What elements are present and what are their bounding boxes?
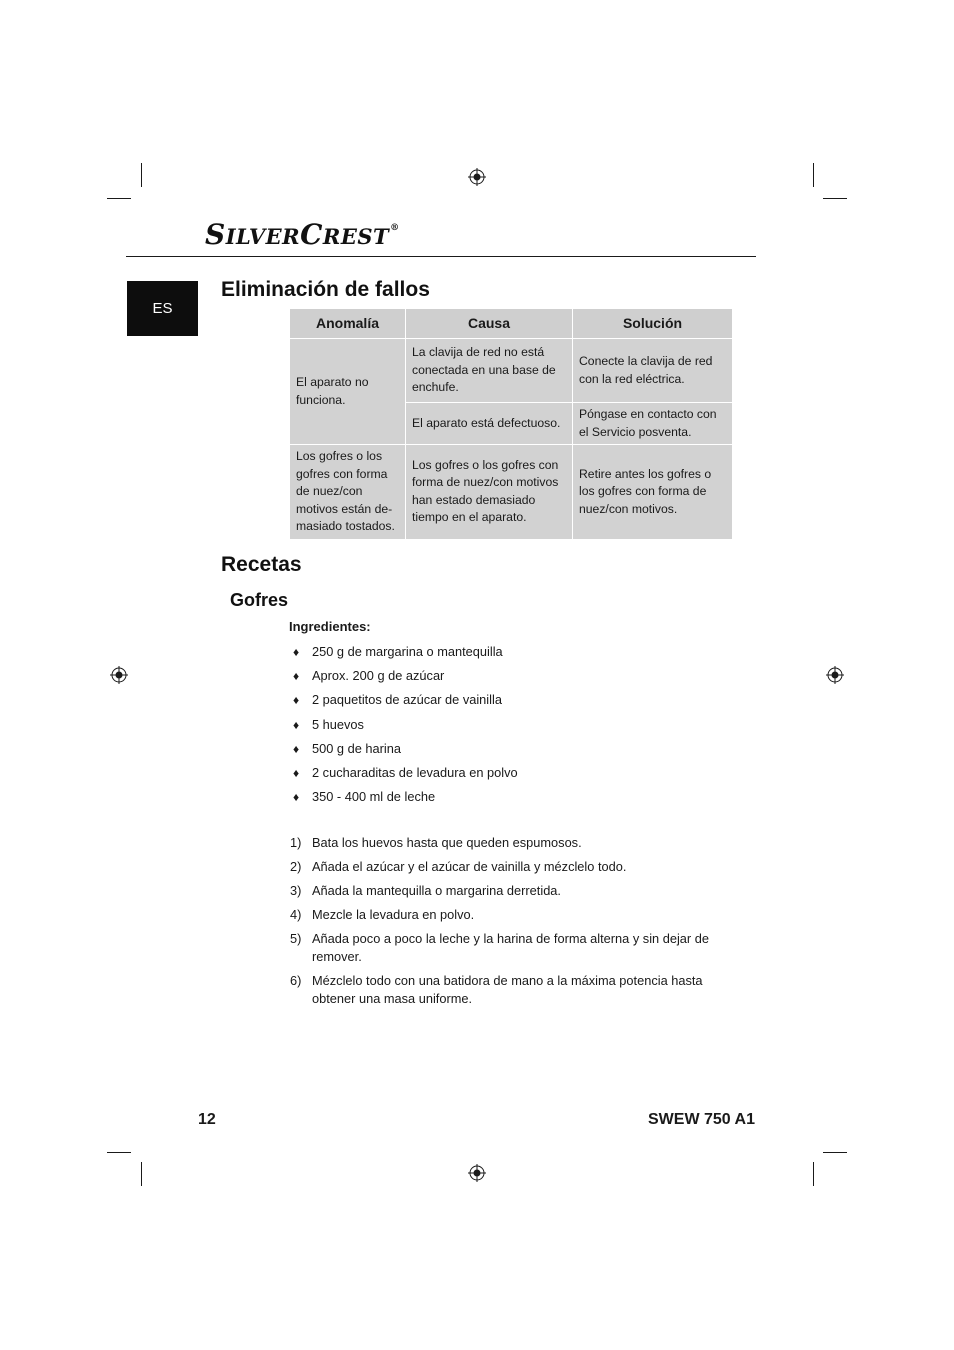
anomaly-cell: Los gofres o los gofres con forma de nuez/con motivos están de-masiado tostados.	[290, 445, 406, 540]
registration-mark-icon	[468, 168, 486, 186]
cause-cell: La clavija de red no está conectada en una base de enchufe.	[406, 339, 573, 403]
bullet-icon: ♦	[293, 765, 300, 780]
cause-cell: El aparato está defectuoso.	[406, 403, 573, 445]
brand-logo: SILVERCREST®	[205, 218, 400, 251]
registration-mark-icon	[468, 1164, 486, 1182]
model-number: SWEW 750 A1	[648, 1111, 755, 1128]
step-item: 1) Bata los huevos hasta que queden espumosos.	[290, 835, 582, 850]
solution-cell: Retire antes los gofres o los gofres con forma de nuez/con motivos.	[573, 445, 733, 540]
crop-mark	[141, 163, 142, 187]
cause-cell: Los gofres o los gofres con forma de nuez/con motivos han estado demasiado tiempo en el aparato.	[406, 445, 573, 540]
step-item: 3) Añada la mantequilla o margarina derretida.	[290, 883, 561, 898]
list-item: ♦ 350 - 400 ml de leche	[290, 788, 518, 812]
list-item: ♦ 250 g de margarina o mantequilla	[290, 643, 518, 667]
list-item: ♦ 2 cucharaditas de levadura en polvo	[290, 764, 518, 788]
troubleshooting-table	[290, 309, 732, 540]
list-item: ♦ 2 paquetitos de azúcar de vainilla	[290, 691, 518, 715]
crop-mark	[107, 198, 131, 199]
registration-mark-icon	[110, 666, 128, 684]
crop-mark	[107, 1152, 131, 1153]
registration-mark-icon	[826, 666, 844, 684]
list-item: ♦ Aprox. 200 g de azúcar	[290, 667, 518, 691]
column-header-cause: Causa	[406, 309, 573, 339]
anomaly-cell: El aparato no funciona.	[290, 339, 406, 445]
bullet-icon: ♦	[293, 693, 300, 708]
solution-cell: Póngase en contacto con el Servicio posventa.	[573, 403, 733, 445]
ingredients-label: Ingredientes:	[289, 619, 371, 634]
troubleshooting-title: Eliminación de fallos	[221, 278, 430, 301]
list-item: ♦ 5 huevos	[290, 716, 518, 740]
waffles-subtitle: Gofres	[230, 590, 289, 610]
crop-mark	[141, 1162, 142, 1186]
page-number: 12	[198, 1111, 216, 1128]
step-item: 2) Añada el azúcar y el azúcar de vainilla y mézclelo todo.	[290, 859, 627, 874]
column-header-anomaly: Anomalía	[290, 309, 406, 339]
crop-mark	[813, 163, 814, 187]
step-item: 4) Mezcle la levadura en polvo.	[290, 907, 475, 922]
crop-mark	[823, 1152, 847, 1153]
bullet-icon: ♦	[293, 790, 300, 805]
crop-mark	[813, 1162, 814, 1186]
table-row	[290, 339, 732, 403]
step-item: 6) Mézclelo todo con una batidora de mano a la máxima potencia hasta obtener una masa uniforme.	[290, 973, 703, 1006]
header-divider	[126, 256, 756, 257]
solution-cell: Conecte la clavija de red con la red eléctrica.	[573, 339, 733, 403]
list-item: ♦ 500 g de harina	[290, 740, 518, 764]
column-header-solution: Solución	[573, 309, 733, 339]
bullet-icon: ♦	[293, 645, 300, 659]
steps-list	[290, 834, 730, 1014]
bullet-icon: ♦	[293, 717, 300, 732]
ingredients-list	[290, 643, 518, 812]
recipes-title: Recetas	[221, 553, 302, 576]
crop-mark	[823, 198, 847, 199]
bullet-icon: ♦	[293, 669, 300, 684]
table-row	[290, 445, 732, 540]
table-header-row	[290, 309, 732, 339]
language-tab: ES	[127, 281, 198, 336]
bullet-icon: ♦	[293, 741, 300, 756]
step-item: 5) Añada poco a poco la leche y la harina de forma alterna y sin dejar de remover.	[290, 931, 709, 964]
